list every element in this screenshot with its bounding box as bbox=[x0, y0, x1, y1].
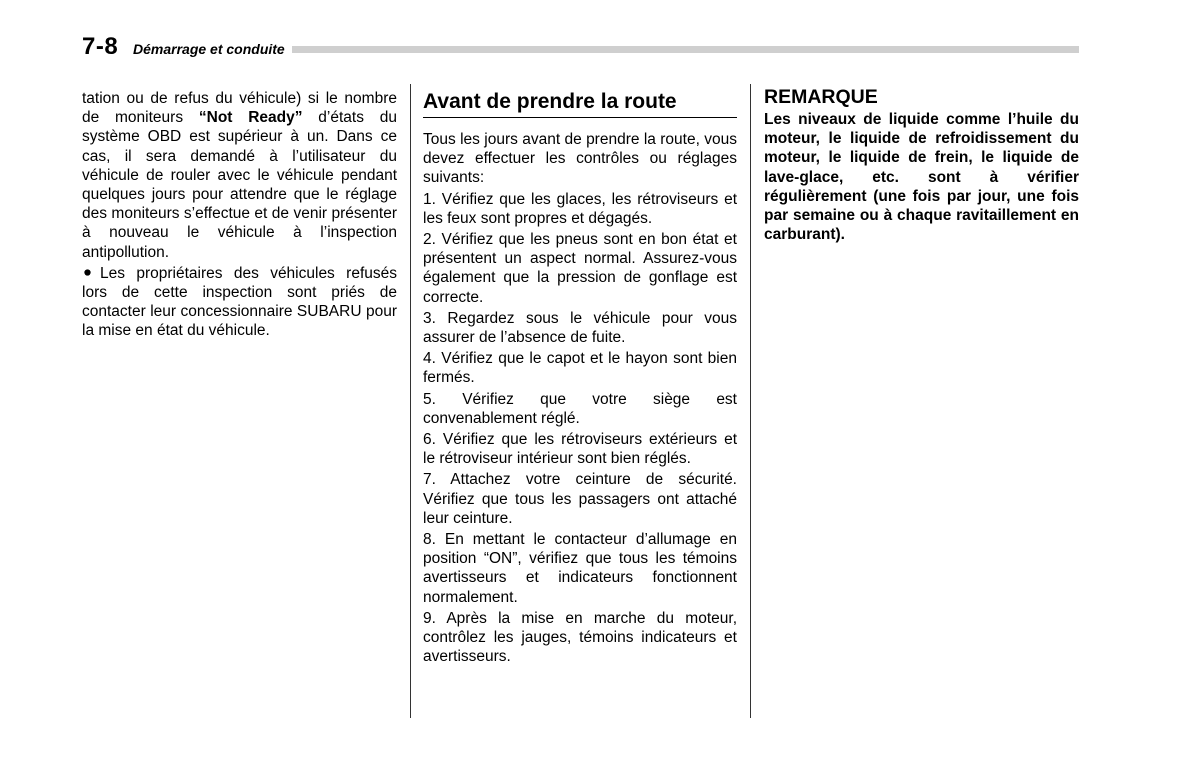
not-ready-term: “Not Ready” bbox=[198, 109, 303, 127]
check-item: 3. Regardez sous le véhicule pour vous assurer de l’absence de fuite. bbox=[423, 309, 737, 347]
bullet-paragraph: Les propriétaires des véhicules refusés lors de cette inspection sont priés de contacter leur concessionnaire SUBARU pour la mise en état du véhicule. bbox=[82, 264, 397, 340]
header-rule bbox=[292, 46, 1079, 53]
note-text: Les niveaux de liquide comme l’huile du moteur, le liquide de refroidissement du moteur, le liquide de frein, le liquide de lave-glace, etc. sont à vérifier régulièrement (une fois par jour, une fois par semaine ou à chaque ravitaillement en carburant). bbox=[764, 111, 1079, 244]
check-item: 9. Après la mise en marche du moteur, contrôlez les jauges, témoins indicateurs et avertisseurs. bbox=[423, 609, 737, 666]
check-item: 7. Attachez votre ceinture de sécurité. Vérifiez que tous les passagers ont attaché leur ceinture. bbox=[423, 471, 737, 527]
check-item: 6. Vérifiez que les rétroviseurs extérieurs et le rétroviseur intérieur sont bien réglés. bbox=[423, 431, 737, 468]
check-item: 4. Vérifiez que le capot et le hayon sont bien fermés. bbox=[423, 350, 737, 387]
middle-column bbox=[423, 89, 737, 668]
obd-paragraph: tation ou de refus du véhicule) si le nombre de moniteurs “Not Ready” d’états du système OBD est supérieur à un. Dans ce cas, il sera demandé à l’utilisateur du véhicule de rouler avec le véhicule pendant quelques jours pour attendre que le réglage des moniteurs s’effectue et de venir présenter à nouveau le véhicule à l’inspection antipollution. bbox=[82, 90, 397, 261]
section-title: Démarrage et conduite bbox=[133, 41, 285, 57]
note-heading: REMARQUE bbox=[764, 86, 878, 108]
page-number: 7-8 bbox=[82, 33, 119, 60]
column-divider-left bbox=[410, 84, 411, 718]
section-heading: Avant de prendre la route bbox=[423, 89, 737, 118]
intro-paragraph: Tous les jours avant de prendre la route, vous devez effectuer les contrôles ou réglages suivants: bbox=[423, 131, 737, 187]
page-header bbox=[82, 34, 1079, 60]
right-column bbox=[764, 86, 1079, 246]
column-divider-right bbox=[750, 84, 751, 718]
check-item: 2. Vérifiez que les pneus sont en bon état et présentent un aspect normal. Assurez-vous également que la pression de gonflage est correcte. bbox=[423, 231, 737, 306]
check-item: 1. Vérifiez que les glaces, les rétroviseurs et les feux sont propres et dégagés. bbox=[423, 190, 737, 227]
check-item: 5. Vérifiez que votre siège est convenablement réglé. bbox=[423, 390, 737, 427]
left-column bbox=[82, 89, 397, 343]
check-item: 8. En mettant le contacteur d’allumage en position “ON”, vérifiez que tous les témoins avertisseurs et indicateurs fonctionnent normalement. bbox=[423, 531, 737, 606]
bullet-icon bbox=[84, 270, 90, 276]
